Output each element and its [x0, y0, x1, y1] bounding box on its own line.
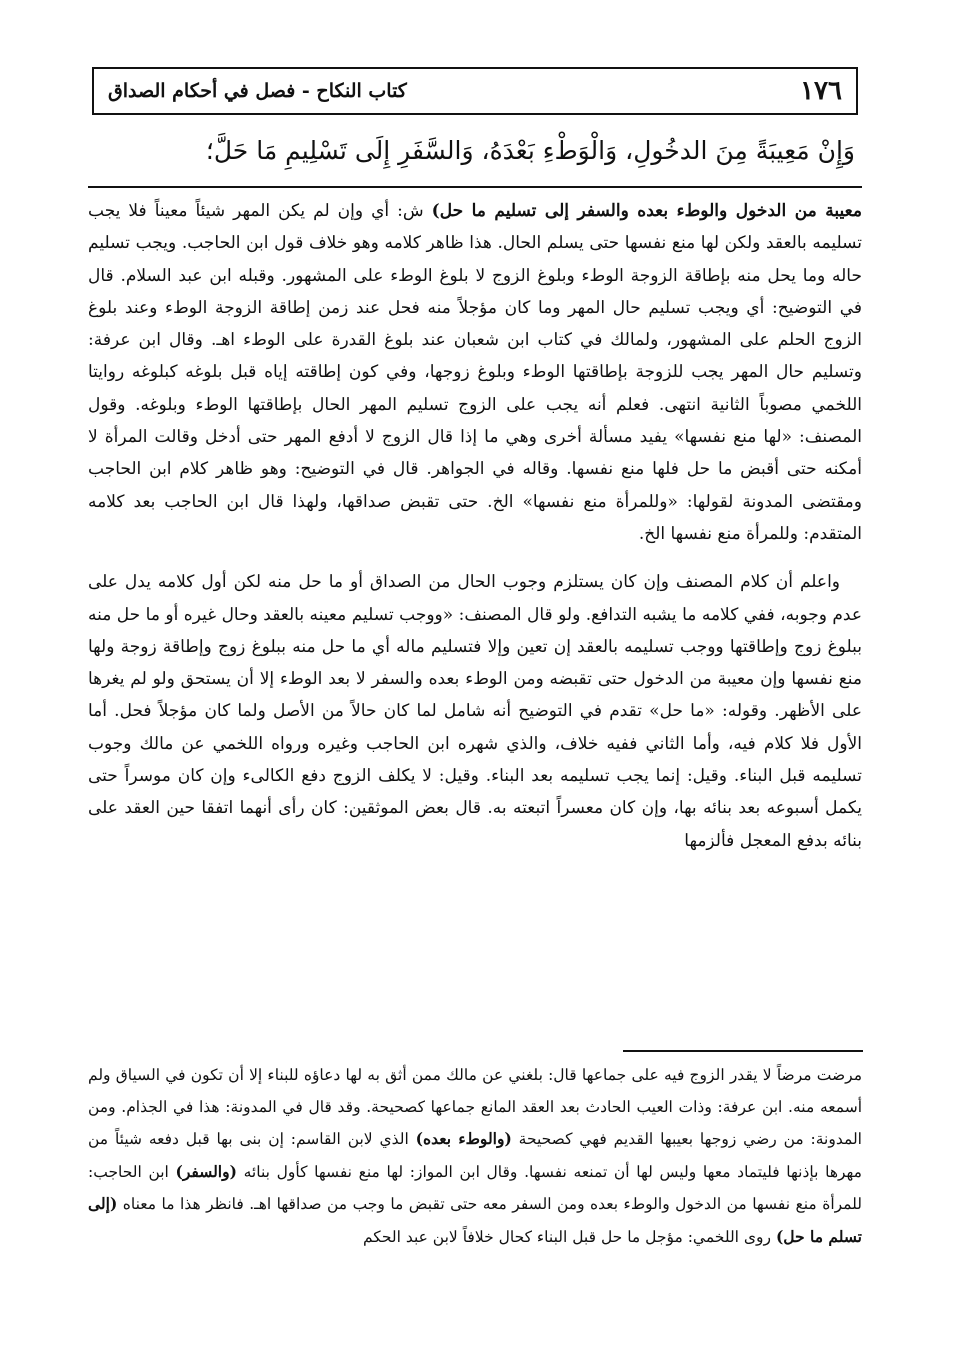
page-header	[92, 67, 858, 115]
footnote-rule	[623, 1050, 863, 1052]
lemma: معيبة من الدخول والوطء بعده والسفر إلى تسليم ما حل)	[431, 201, 862, 221]
separator-rule	[88, 186, 862, 188]
matn-verse: وَإِنْ مَعِيبَةً مِنَ الدخُولِ، وَالْوَطْءِ بَعْدَهُ، وَالسَّفَرِ إِلَى تَسْلِيمِ مَا حَلَّ؛	[205, 136, 855, 165]
footnote-lemma: (إلى تسلم ما حل)	[88, 1194, 862, 1246]
footnote-lemma: (والسفر)	[175, 1161, 237, 1181]
commentary-paragraph	[88, 195, 862, 550]
commentary-body: ش: أي وإن لم يكن المهر شيئاً معيناً فلا يجب تسليمه بالعقد ولكن لها منع نفسها حتى يسلم الحال. هذا ظاهر كلامه وهو خلاف قول ابن الحاجب. ويجب تسليم حاله وما يحل منه بإطاقة الزوجة الوطء وبلوغ الزوج لا بلوغ الوطء على المشهور. وقبله ابن عبد السلام. قال في التوضيح: أي ويجب تسليم حال المهر وما كان مؤجلاً منه فحل عند زمن إطاقة الزوجة الوطء وعند بلوغ الزوج الحلم على المشهور، ولمالك في كتاب ابن شعبان عند بلوغ القدرة على الوطء اهـ. وقال ابن عرفة: وتسليم حال المهر يجب للزوجة بإطاقتها الوطء وبلوغ زوجها، وفي كون إطاقته إياه قبل بلوغه كبلوغه روايتا اللخمي مصوباً الثانية انتهى. فعلم أنه يجب على الزوج تسليم المهر الحال بإطاقتها الوطء وبلوغه. وقول المصنف: «لها منع نفسها» يفيد مسألة أخرى وهي ما إذا قال الزوج لا أدفع المهر حتى أدخل وقالت المرأة لا أمكنه حتى أقبض ما حل فلها منع نفسها. وقاله في الجواهر. قال في التوضيح: وهو ظاهر كلام ابن الحاجب ومقتضى المدونة لقولها: «وللمرأة منع نفسها» الخ. حتى تقبض صداقها، ولهذا قال ابن الحاجب بعد كلامه المتقدم: وللمرأة منع نفسها الخ.	[88, 201, 862, 544]
footnote-paragraph	[88, 1060, 862, 1253]
footnote-lemma: (والوطء بعده)	[415, 1129, 512, 1148]
footnote-text: مرضت مرضاً لا يقدر الزوج فيه على جماعها قال: بلغني عن مالك ممن أثق به لها دعاؤه للبناء إلا أن تكون في السياق ولم أسمعه منه. ابن عرفة: وذات العيب الحادث بعد العقد المانع جماعها كصحيحة. وقد قال في المدونة: هذا في الجذام. ومن المدونة: من رضي زوجها بعيبها القديم فهي كصحيحة	[88, 1066, 862, 1148]
footnote-text: ابن الحاجب: للمرأة منع نفسها من الدخول والوطء بعده ومن السفر معه حتى تقبض ما وجب من صداقها اهـ. فانظر هذا ما معناه	[88, 1162, 862, 1213]
footnote-text: روى اللخمي: مؤجل ما حل قبل البناء كحال خلافاً لابن عبد الحكم	[362, 1227, 776, 1246]
running-title: كتاب النكاح - فصل في أحكام الصداق	[108, 80, 407, 102]
footnotes	[88, 1060, 862, 1253]
footnote-text: الذي لابن القاسم: إن بنى بها قبل دفعه شيئاً من مهرها بإذنها فليتماد معها وليس لها أن تمنعه نفسها. وقال ابن المواز: لها منع نفسها كأول بنائه	[88, 1130, 862, 1181]
page-number: ١٧٦	[800, 76, 842, 106]
commentary-text	[88, 195, 862, 857]
commentary-paragraph: واعلم أن كلام المصنف وإن كان يستلزم وجوب الحال من الصداق أو ما حل منه لكن أول كلامه يدل على عدم وجوبه، ففي كلامه ما يشبه التدافع. ولو قال المصنف: «ووجب تسليم معينه بالعقد وحال غيره أو ما حل منه ببلوغ زوج وإطاقتها ووجب تسليمه بالعقد إن تعين وإلا فتسليم ماله أي ما حل منه ببلوغ زوج وإطاقة زوجة ولها منع نفسها وإن معيبة من الدخول حتى تقبضه ومن الوطء بعده والسفر لا بعد الوطء إلا أن يستحق ولو لم يغرها على الأظهر. وقوله: «ما حل» تقدم في التوضيح أنه شامل لما كان حالاً من الأصل ولما كان مؤجلاً فحل. أما الأول فلا كلام فيه، وأما الثاني ففيه خلاف، والذي شهره ابن الحاجب وغيره ورواه اللخمي عن مالك وجوب تسليمه قبل البناء. وقيل: إنما يجب تسليمه بعد البناء. وقيل: لا يكلف الزوج دفع الكالىء وإن كان موسراً حتى يكمل أسبوعه بعد بنائه بها، وإن كان معسراً اتبعته به. قال بعض الموثقين: كان رأى أنهما اتفقا حين العقد على بنائه بدفع المعجل فألزمها	[88, 572, 862, 851]
